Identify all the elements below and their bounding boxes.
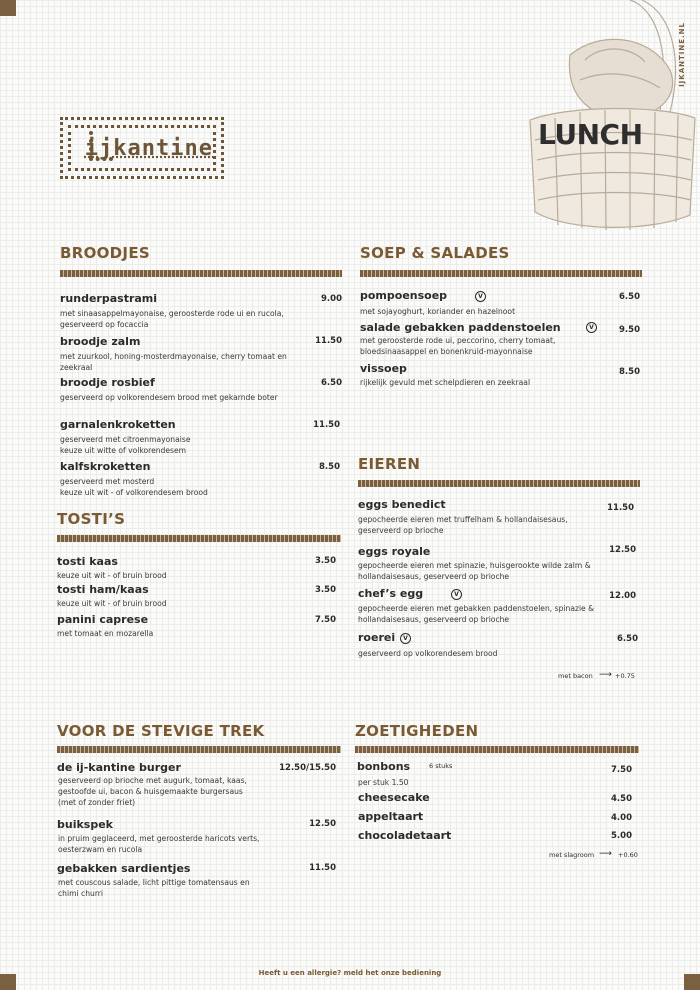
website-label: IJKANTINE.NL: [678, 22, 686, 87]
section-title-tostis: TOSTI’S: [57, 510, 126, 528]
menu-item-price: 6.50: [617, 634, 638, 644]
section-title-soep: SOEP & SALADES: [360, 244, 510, 262]
menu-item-price: 4.50: [611, 794, 632, 804]
menu-item-name: buikspek: [57, 818, 113, 831]
menu-item-description: met sojayoghurt, koriander en hazelnoot: [360, 307, 516, 316]
menu-item-description: geserveerd op volkorendesem brood: [358, 649, 498, 658]
menu-item-description: in pruim geglaceerd, met geroosterde haricots verts, oesterzwam en rucola: [58, 834, 260, 854]
menu-item-price: 9.50: [619, 325, 640, 335]
menu-item-description: geserveerd met mosterd: [60, 477, 155, 486]
menu-item-price: 11.50: [607, 503, 634, 513]
section-title-eieren: EIEREN: [358, 455, 421, 473]
menu-item-name: chocoladetaart: [358, 829, 452, 842]
menu-item-description: met zuurkool, honing-mosterdmayonaise, cherry tomaat en zeekraal: [60, 352, 287, 372]
menu-item-name: de ij-kantine burger: [57, 761, 181, 774]
vegetarian-icon: V: [400, 633, 411, 644]
extra-option-price: +0.60: [618, 851, 638, 859]
menu-item-name: eggs royale: [358, 545, 431, 558]
logo-text: ijkantine: [84, 135, 213, 161]
menu-item-price: 11.50: [309, 863, 336, 873]
logo-mark: [75, 129, 79, 167]
menu-item-description: met tomaat en mozarella: [57, 629, 154, 638]
menu-item-name: kalfskroketten: [60, 460, 151, 473]
menu-item-name: eggs benedict: [358, 498, 446, 511]
menu-item-price: 9.00: [321, 294, 342, 304]
vegetarian-icon: V: [586, 322, 597, 333]
menu-item-description: keuze uit wit - of volkorendesem brood: [60, 488, 208, 497]
menu-item-description: gepocheerde eieren met truffelham & hollandaisesaus, geserveerd op brioche: [358, 515, 568, 535]
menu-item-name: broodje rosbief: [60, 376, 155, 389]
menu-item-description: met couscous salade, licht pittige tomatensaus en chimi churri: [58, 878, 250, 898]
menu-item-description: keuze uit witte of volkorendesem: [60, 446, 187, 455]
menu-item-name: appeltaart: [358, 810, 424, 823]
menu-item-price: 6.50: [321, 378, 342, 388]
menu-item-price: 12.00: [609, 591, 636, 601]
menu-item-name: gebakken sardientjes: [57, 862, 191, 875]
menu-item-description: geserveerd op brioche met augurk, tomaat, kaas, gestoofde ui, bacon & huisgemaakte burgersaus (met of zonder friet): [58, 776, 247, 807]
arrow-right-icon: ⟶: [599, 670, 612, 680]
menu-item-price: 8.50: [619, 367, 640, 377]
section-divider: [360, 270, 642, 277]
menu-item-price: 6.50: [619, 292, 640, 302]
menu-item-name: tosti ham/kaas: [57, 583, 149, 596]
logo: [60, 117, 224, 179]
menu-item-description: met sinaasappelmayonaise, geroosterde rode ui en rucola, geserveerd op focaccia: [60, 309, 284, 329]
menu-item-name: runderpastrami: [60, 292, 158, 305]
extra-option-price: +0.75: [615, 672, 635, 680]
menu-item-price: 3.50: [315, 585, 336, 595]
menu-item-price: 5.00: [611, 831, 632, 841]
menu-item-name: panini caprese: [57, 613, 149, 626]
section-divider: [358, 480, 640, 487]
menu-item-price: 11.50: [313, 420, 340, 430]
menu-item-price: 11.50: [315, 336, 342, 346]
menu-item-price: 7.50: [315, 615, 336, 625]
menu-item-name: salade gebakken paddenstoelen: [360, 321, 561, 334]
vegetarian-icon: V: [475, 291, 486, 302]
section-divider: [57, 746, 341, 753]
menu-item-name: vissoep: [360, 362, 407, 375]
menu-item-name: garnalenkroketten: [60, 418, 176, 431]
extra-option-label: met slagroom: [549, 851, 595, 859]
menu-item-name: roerei: [358, 631, 396, 644]
menu-item-name: chef’s egg: [358, 587, 424, 600]
vegetarian-icon: V: [451, 589, 462, 600]
section-title-stevig: VOOR DE STEVIGE TREK: [57, 722, 265, 740]
extra-option-label: met bacon: [558, 672, 593, 680]
section-divider: [57, 535, 341, 542]
menu-item-description: met geroosterde rode ui, peccorino, cherry tomaat, bloedsinaasappel en bonenkruid-mayonnaise: [360, 336, 556, 356]
menu-item-price: 12.50: [609, 545, 636, 555]
menu-item-name: pompoensoep: [360, 289, 448, 302]
corner-mark: [0, 0, 16, 16]
menu-item-price: 4.00: [611, 813, 632, 823]
menu-item-name: tosti kaas: [57, 555, 118, 568]
menu-item-description: geserveerd op volkorendesem brood met gekarnde boter: [60, 393, 278, 402]
allergy-notice: Heeft u een allergie? meld het onze bediening: [258, 969, 442, 977]
menu-item-description: gepocheerde eieren met gebakken paddenstoelen, spinazie & hollandaisesaus, geserveerd op brioche: [358, 604, 595, 624]
menu-item-quantity: 6 stuks: [429, 762, 453, 770]
menu-item-name: cheesecake: [358, 791, 430, 804]
menu-item-name: broodje zalm: [60, 335, 141, 348]
menu-title: LUNCH: [538, 118, 643, 151]
arrow-right-icon: ⟶: [599, 849, 612, 859]
menu-item-description: per stuk 1.50: [358, 778, 409, 787]
menu-item-description: geserveerd met citroenmayonaise: [60, 435, 191, 444]
menu-item-price: 12.50/15.50: [279, 763, 336, 773]
section-divider: [355, 746, 639, 753]
section-title-broodjes: BROODJES: [60, 244, 150, 262]
menu-item-name: bonbons: [357, 760, 411, 773]
menu-item-description: rijkelijk gevuld met schelpdieren en zeekraal: [360, 378, 531, 387]
menu-item-price: 12.50: [309, 819, 336, 829]
menu-item-price: 8.50: [319, 462, 340, 472]
section-divider: [60, 270, 342, 277]
menu-item-price: 7.50: [611, 765, 632, 775]
section-title-zoet: ZOETIGHEDEN: [355, 722, 479, 740]
menu-item-description: keuze uit wit - of bruin brood: [57, 599, 167, 608]
menu-item-description: gepocheerde eieren met spinazie, huisgerookte wilde zalm & hollandaisesaus, geserveerd op brioche: [358, 561, 591, 581]
menu-item-description: keuze uit wit - of bruin brood: [57, 571, 167, 580]
menu-item-price: 3.50: [315, 556, 336, 566]
